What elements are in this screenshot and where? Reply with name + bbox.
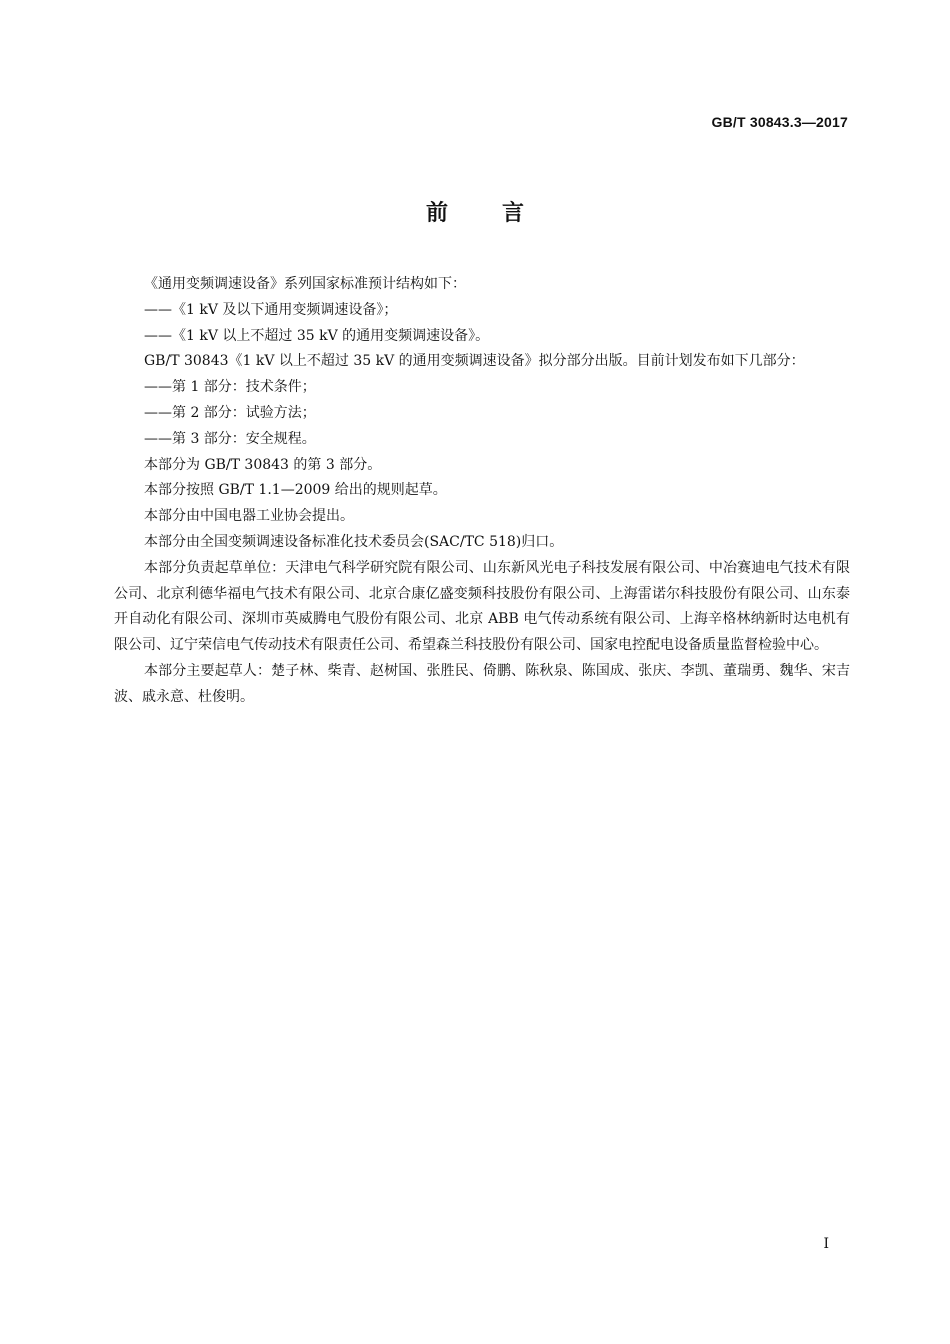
paragraph-part-1: ——第 1 部分：技术条件； [144,379,316,396]
document-code: GB/T 30843.3—2017 [711,114,848,130]
paragraph-committee: 本部分由全国变频调速设备标准化技术委员会(SAC/TC 518)归口。 [144,533,564,550]
paragraph-part-3: ——第 3 部分：安全规程。 [144,430,316,447]
paragraph-part-2: ——第 2 部分：试验方法； [144,404,316,421]
paragraph-series-structure: 《通用变频调速设备》系列国家标准预计结构如下： [144,276,466,292]
paragraph-drafters: 本部分主要起草人：楚子林、柴青、赵树国、张胜民、倚鹏、陈秋泉、陈国成、张庆、李凯、董瑞勇、魏华、宋吉波、戚永意、杜俊明。 [114,662,850,705]
page-number: I [823,1236,829,1252]
paragraph-list-item-low-voltage: ——《1 kV 及以下通用变频调速设备》； [144,301,398,318]
paragraph-drafting-rules: 本部分按照 GB/T 1.1—2009 给出的规则起草。 [144,482,447,499]
body-text [114,272,850,711]
paragraph-parts-plan: GB/T 30843《1 kV 以上不超过 35 kV 的通用变频调速设备》拟分部分出版。目前计划发布如下几部分： [144,353,805,370]
paragraph-list-item-high-voltage: ——《1 kV 以上不超过 35 kV 的通用变频调速设备》。 [144,327,490,344]
paragraph-proposer: 本部分由中国电器工业协会提出。 [144,508,354,525]
paragraph-drafting-units: 本部分负责起草单位：天津电气科学研究院有限公司、山东新风光电子科技发展有限公司、中冶赛迪电气技术有限公司、北京利德华福电气技术有限公司、北京合康亿盛变频科技股份有限公司、上海雷诺尔科技股份有限公司、山东泰开自动化有限公司、深圳市英威腾电气股份有限公司、北京 ABB 电气传动系统有限公司、上海辛格林纳新时达电机有限公司、辽宁荣信电气传动技术有限责任公司、希望森兰科技股份有限公司、国家电控配电设备质量监督检验中心。 [114,559,850,654]
page-title: 前言 [425,201,578,226]
paragraph-this-part: 本部分为 GB/T 30843 的第 3 部分。 [144,456,382,473]
